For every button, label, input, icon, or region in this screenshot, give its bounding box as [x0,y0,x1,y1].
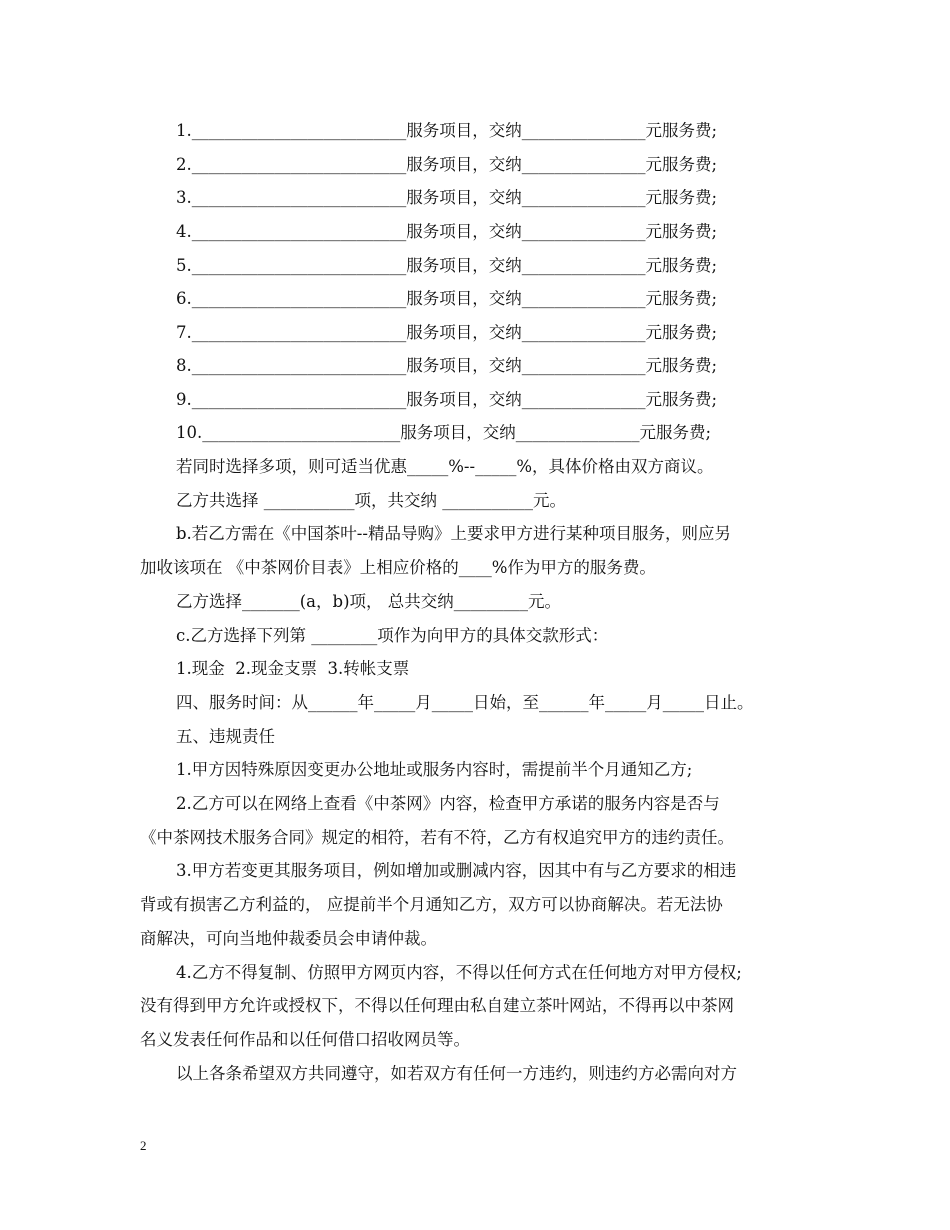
violation-clause-4-line-2: 没有得到甲方允许或授权下，不得以任何理由私自建立茶叶网站，不得再以中茶网 [140,996,734,1015]
service-item-4: 4.__________________________服务项目，交纳_______________元服务费; [176,222,718,241]
violation-clause-4-line-3: 名义发表任何作品和以任何借口招收网员等。 [140,1030,470,1049]
violation-clause-2-line-1: 2.乙方可以在网络上查看《中茶网》内容，检查甲方承诺的服务内容是否与 [176,794,720,813]
service-item-2: 2.__________________________服务项目，交纳_______________元服务费; [176,155,718,174]
section-heading-violation: 五、违规责任 [176,727,275,746]
service-item-8: 8.__________________________服务项目，交纳_______________元服务费; [176,356,718,375]
page-number: 2 [140,1138,147,1153]
service-item-1: 1.__________________________服务项目，交纳_______________元服务费; [176,121,718,140]
total-selection-clause: 乙方共选择 ___________项，共交纳 ___________元。 [176,491,566,510]
violation-clause-2-line-2: 《中茶网技术服务合同》规定的相符，若有不符，乙方有权追究甲方的违约责任。 [140,828,734,847]
service-period-clause: 四、服务时间：从______年_____月_____日始，至______年_____月_____日止。 [176,693,754,712]
selection-total-clause: 乙方选择_______(a，b)项， 总共交纳_________元。 [176,592,562,611]
service-item-6: 6.__________________________服务项目，交纳_______________元服务费; [176,289,718,308]
violation-clause-3-line-3: 商解决，可向当地仲裁委员会申请仲裁。 [140,929,437,948]
clause-b-line-2: 加收该项在 《中茶网价目表》上相应价格的____%作为甲方的服务费。 [140,558,656,577]
service-item-3: 3.__________________________服务项目，交纳_______________元服务费; [176,188,718,207]
service-item-7: 7.__________________________服务项目，交纳_______________元服务费; [176,323,718,342]
service-item-9: 9.__________________________服务项目，交纳_______________元服务费; [176,390,718,409]
service-item-10: 10.________________________服务项目，交纳_______________元服务费; [176,423,712,442]
closing-clause: 以上各条希望双方共同遵守，如若双方有任何一方违约，则违约方必需向对方 [176,1064,737,1083]
discount-clause: 若同时选择多项，则可适当优惠_____%--_____%，具体价格由双方商议。 [176,457,714,476]
clause-c: c.乙方选择下列第 ________项作为向甲方的具体交款形式： [176,626,609,645]
clause-b-line-1: b.若乙方需在《中国茶叶--精品导购》上要求甲方进行某种项目服务，则应另 [176,524,731,543]
service-item-5: 5.__________________________服务项目，交纳_______________元服务费; [176,256,718,275]
violation-clause-3-line-2: 背或有损害乙方利益的， 应提前半个月通知乙方，双方可以协商解决。若无法协 [140,895,723,914]
payment-options: 1.现金 2.现金支票 3.转帐支票 [176,659,410,678]
violation-clause-4-line-1: 4.乙方不得复制、仿照甲方网页内容，不得以任何方式在任何地方对甲方侵权; [176,963,742,982]
violation-clause-1: 1.甲方因特殊原因变更办公地址或服务内容时，需提前半个月通知乙方; [176,760,693,779]
violation-clause-3-line-1: 3.甲方若变更其服务项目，例如增加或删减内容，因其中有与乙方要求的相违 [176,861,737,880]
